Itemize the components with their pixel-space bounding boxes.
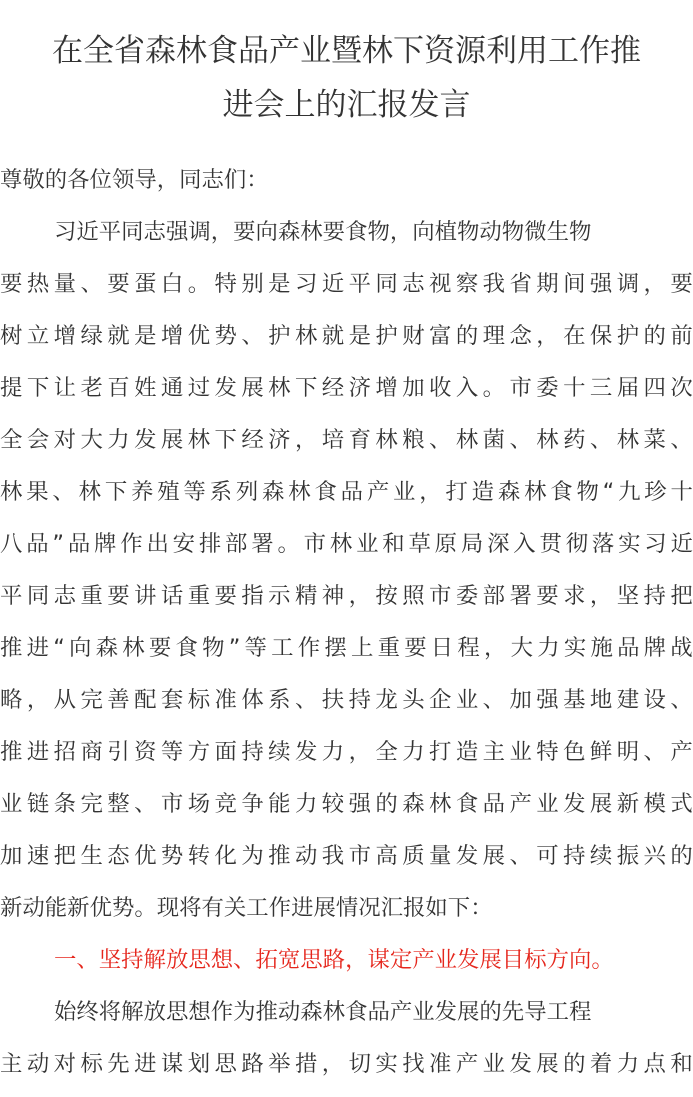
paragraph1-line-6: 林 果 、 林 下 养 殖 等 系 列 森 林 食 品 产 业 ， 打 造 森 林 食 物 “ 九 珍 十 bbox=[0, 479, 693, 505]
paragraph1-line-9: 推 进 “ 向 森 林 要 食 物 ” 等 工 作 摆 上 重 要 日 程 ， 大 力 实 施 品 牌 战 bbox=[0, 635, 693, 661]
paragraph2-line-2: 主 动 对 标 先 进 谋 划 思 路 举 措 ， 切 实 找 准 产 业 发 展 的 着 力 点 和 bbox=[0, 1051, 693, 1077]
title-line-1: 在全省森林食品产业暨林下资源利用工作推 bbox=[52, 33, 641, 69]
paragraph1-line-8: 平 同 志 重 要 讲 话 重 要 指 示 精 神 ， 按 照 市 委 部 署 要 求 ， 坚 持 把 bbox=[0, 583, 693, 609]
paragraph1-line-14: 新动能新优势。现将有关工作进展情况汇报如下： bbox=[0, 895, 493, 921]
paragraph1-line-3: 树 立 增 绿 就 是 增 优 势 、 护 林 就 是 护 财 富 的 理 念 ， 在 保 护 的 前 bbox=[0, 323, 693, 349]
paragraph1-line-1: 习近平同志强调，要向森林要食物，向植物动物微生物 bbox=[54, 219, 592, 245]
section1-heading: 一、坚持解放思想、拓宽思路，谋定产业发展目标方向。 bbox=[54, 947, 614, 973]
paragraph2-line-1: 始终将解放思想作为推动森林食品产业发展的先导工程 bbox=[54, 999, 592, 1025]
paragraph1-line-5: 全 会 对 大 力 发 展 林 下 经 济 ， 培 育 林 粮 、 林 菌 、 林 药 、 林 菜 、 bbox=[0, 427, 693, 453]
salutation: 尊敬的各位领导，同志们： bbox=[0, 167, 269, 193]
paragraph1-line-10: 略 ， 从 完 善 配 套 标 准 体 系 、 扶 持 龙 头 企 业 、 加 强 基 地 建 设 、 bbox=[0, 687, 693, 713]
paragraph1-line-2: 要 热 量 、 要 蛋 白 。 特 别 是 习 近 平 同 志 视 察 我 省 期 间 强 调 ， 要 bbox=[0, 271, 693, 297]
paragraph1-line-11: 推 进 招 商 引 资 等 方 面 持 续 发 力 ， 全 力 打 造 主 业 特 色 鲜 明 、 产 bbox=[0, 739, 693, 765]
paragraph1-line-13: 加 速 把 生 态 优 势 转 化 为 推 动 我 市 高 质 量 发 展 、 可 持 续 振 兴 的 bbox=[0, 843, 693, 869]
document-title bbox=[0, 24, 693, 132]
paragraph1-line-7: 八 品 ” 品 牌 作 出 安 排 部 署 。 市 林 业 和 草 原 局 深 入 贯 彻 落 实 习 近 bbox=[0, 531, 693, 557]
paragraph1-line-4: 提 下 让 老 百 姓 通 过 发 展 林 下 经 济 增 加 收 入 。 市 委 十 三 届 四 次 bbox=[0, 375, 693, 401]
title-line-2: 进会上的汇报发言 bbox=[222, 87, 471, 123]
paragraph1-line-12: 业 链 条 完 整 、 市 场 竞 争 能 力 较 强 的 森 林 食 品 产 业 发 展 新 模 式 bbox=[0, 791, 693, 817]
